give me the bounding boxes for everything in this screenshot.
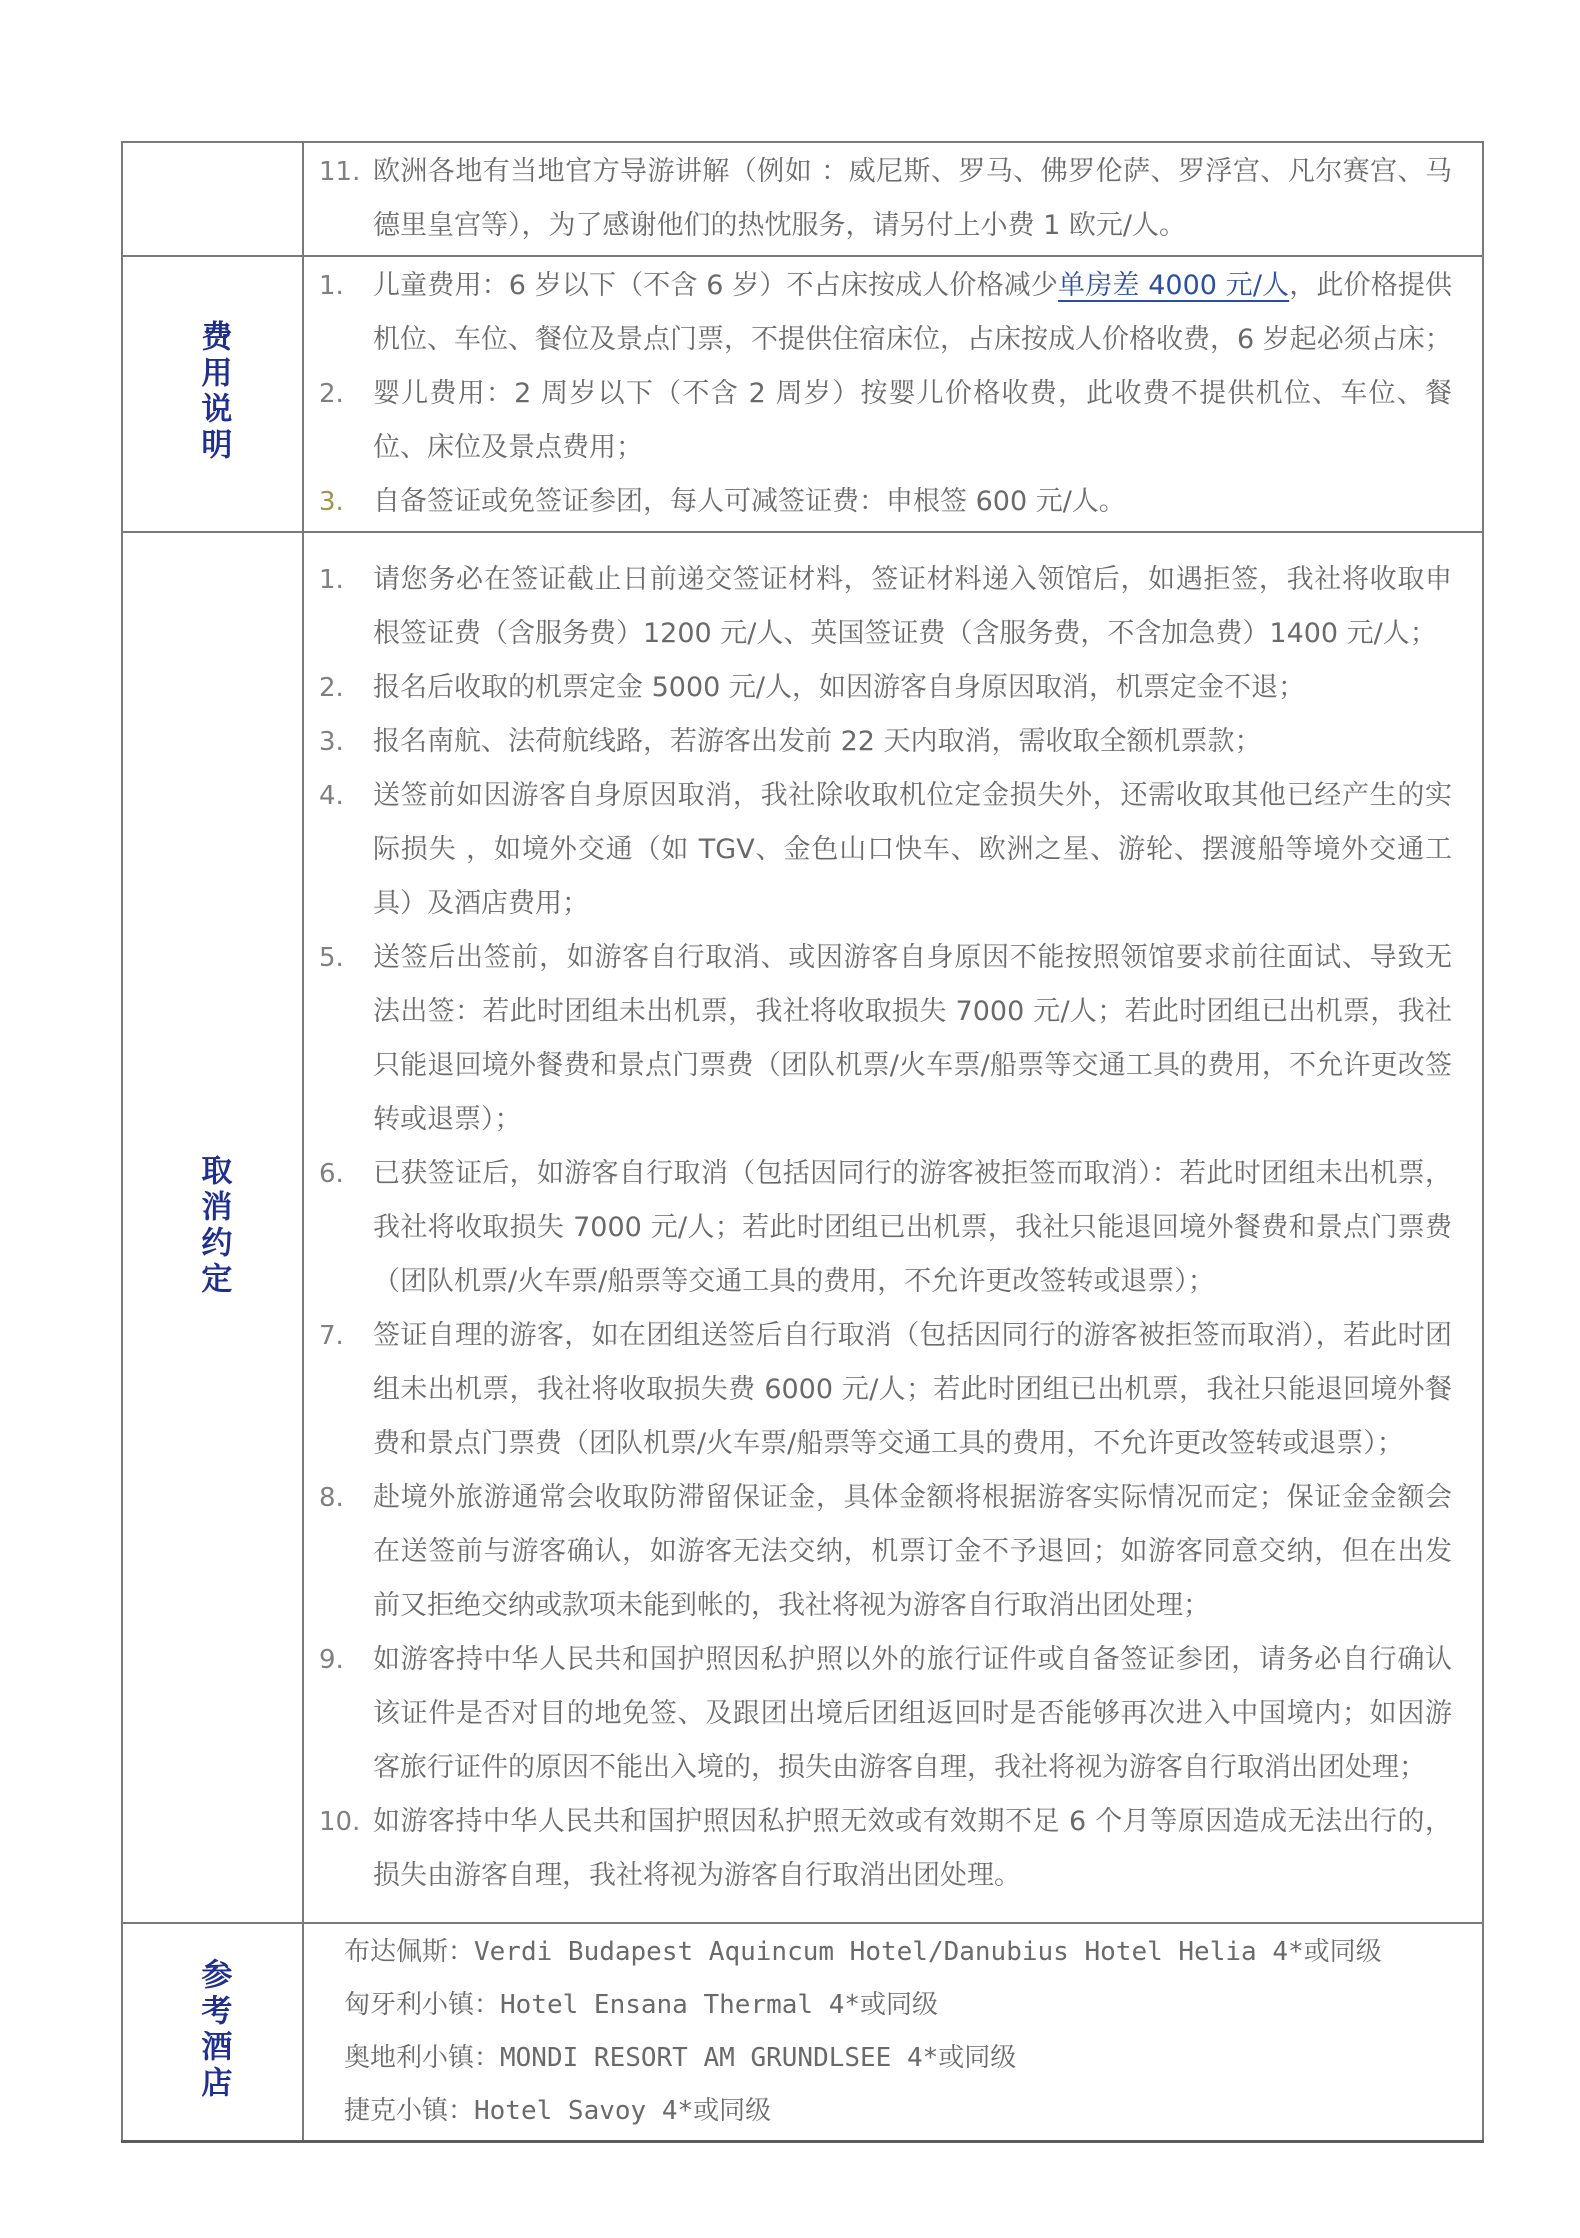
terms-table (121, 141, 1484, 2143)
section-title-hotels: 参考酒店 (195, 1958, 232, 2102)
list-item-number: 1. (319, 564, 344, 595)
list-item-text: 欧洲各地有当地官方导游讲解（例如 ：威尼斯、罗马、佛罗伦萨、罗浮宫、凡尔赛宫、马德里皇宫等），为了感谢他们的热忱服务，请另付上小费 1 欧元/人。 (373, 156, 1452, 241)
list-item (319, 715, 1452, 769)
list-item-number: 3. (319, 726, 344, 757)
list-item-text: 签证自理的游客，如在团组送签后自行取消（包括因同行的游客被拒签而取消），若此时团组未出机票，我社将收取损失费 6000 元/人；若此时团组已出机票，我社只能退回境外餐费和景点门票费（团队机票/火车票/船票等交通工具的费用，不允许更改签转或退票）； (373, 1319, 1452, 1459)
cancel-content-cell (303, 532, 1483, 1923)
list-item-text: 送签后出签前，如游客自行取消、或因游客自身原因不能按照领馆要求前往面试、导致无法出签：若此时团组未出机票，我社将收取损失 7000 元/人；若此时团组已出机票，我社只能退回境外餐费和景点门票费（团队机票/火车票/船票等交通工具的费用，不允许更改签转或退票）； (373, 941, 1452, 1135)
list-item-number: 2. (319, 379, 344, 409)
list-item (319, 769, 1452, 931)
list-item (319, 259, 1452, 367)
row11-content-cell (303, 142, 1483, 256)
list-item-text: 报名后收取的机票定金 5000 元/人，如因游客自身原因取消，机票定金不退； (373, 671, 1305, 703)
list-item (319, 475, 1452, 529)
list-item (319, 661, 1452, 715)
list-item (319, 1795, 1452, 1903)
list-item-text: 如游客持中华人民共和国护照因私护照以外的旅行证件或自备签证参团，请务必自行确认该证件是否对目的地免签、及跟团出境后团组返回时是否能够再次进入中国境内；如因游客旅行证件的原因不能出入境的，损失由游客自理，我社将视为游客自行取消出团处理； (373, 1643, 1452, 1783)
list-item (319, 1471, 1452, 1633)
list-item-number: 4. (319, 780, 344, 811)
list-item (319, 367, 1452, 475)
list-item-text (373, 259, 1452, 367)
list-item-number: 10. (319, 1806, 361, 1837)
hotel-line-budapest: 布达佩斯：Verdi Budapest Aquincum Hotel/Danubius Hotel Helia 4*或同级 (344, 1937, 1382, 1967)
section-title-fee: 费用说明 (195, 320, 232, 464)
fee-item1-highlight: 单房差 4000 元/人 (1058, 270, 1290, 301)
table-row (122, 142, 1483, 256)
table-row (122, 1923, 1483, 2142)
list-item-number: 8. (319, 1482, 344, 1513)
list-item-text: 婴儿费用：2 周岁以下（不含 2 周岁）按婴儿价格收费，此收费不提供机位、车位、餐位、床位及景点费用； (373, 378, 1452, 463)
list-item-number: 7. (319, 1320, 344, 1351)
list-item (319, 1147, 1452, 1309)
fee-content-cell (303, 256, 1483, 532)
section-title-cell-hotels (122, 1923, 303, 2142)
list-item (319, 1309, 1452, 1471)
list-item (319, 1633, 1452, 1795)
hotel-line-hungary-town: 匈牙利小镇：Hotel Ensana Thermal 4*或同级 (344, 1990, 939, 2020)
table-row (122, 532, 1483, 1923)
list-item-number: 2. (319, 672, 344, 703)
table-row (122, 256, 1483, 532)
fee-item1-post: ，此价格提供机位、车位、餐位及景点门票，不提供住宿床位，占床按成人价格收费，6 岁起必须占床； (373, 270, 1452, 355)
section-title-cell-fee (122, 256, 303, 532)
hotel-line-austria-town: 奥地利小镇：MONDI RESORT AM GRUNDLSEE 4*或同级 (344, 2043, 1017, 2073)
list-item-text: 送签前如因游客自身原因取消，我社除收取机位定金损失外，还需收取其他已经产生的实际损失 ，如境外交通（如 TGV、金色山口快车、欧洲之星、游轮、摆渡船等境外交通工具）及酒店费用； (373, 779, 1452, 919)
list-item-text: 赴境外旅游通常会收取防滞留保证金，具体金额将根据游客实际情况而定；保证金金额会在送签前与游客确认，如游客无法交纳，机票订金不予退回；如游客同意交纳，但在出发前又拒绝交纳或款项未能到帐的，我社将视为游客自行取消出团处理； (373, 1481, 1452, 1621)
section-title-cell-cancel (122, 532, 303, 1923)
list-item-number: 1. (319, 271, 344, 301)
list-item (319, 145, 1452, 253)
list-item-text: 请您务必在签证截止日前递交签证材料，签证材料递入领馆后，如遇拒签，我社将收取申根签证费（含服务费）1200 元/人、英国签证费（含服务费，不含加急费）1400 元/人； (373, 563, 1452, 649)
fee-item1-pre: 儿童费用：6 岁以下（不含 6 岁）不占床按成人价格减少 (373, 270, 1059, 301)
list-item (319, 553, 1452, 661)
list-item-text: 自备签证或免签证参团，每人可减签证费：申根签 600 元/人。 (373, 486, 1126, 517)
list-item-number-gold: 3. (319, 487, 344, 517)
list-item-number: 5. (319, 942, 344, 973)
section-title-cell-empty (122, 142, 303, 256)
list-item (319, 931, 1452, 1147)
list-item-text: 已获签证后，如游客自行取消（包括因同行的游客被拒签而取消）：若此时团组未出机票，我社将收取损失 7000 元/人；若此时团组已出机票，我社只能退回境外餐费和景点门票费（团队机票/火车票/船票等交通工具的费用，不允许更改签转或退票）； (373, 1157, 1452, 1297)
list-item-number: 6. (319, 1158, 344, 1189)
hotels-content-cell (303, 1923, 1483, 2142)
section-title-cancel: 取消约定 (195, 1153, 232, 1298)
list-item-text: 如游客持中华人民共和国护照因私护照无效或有效期不足 6 个月等原因造成无法出行的，损失由游客自理，我社将视为游客自行取消出团处理。 (373, 1805, 1452, 1891)
list-item-text: 报名南航、法荷航线路，若游客出发前 22 天内取消，需收取全额机票款； (373, 725, 1262, 757)
list-item-number: 11. (319, 157, 361, 187)
hotel-line-czech-town: 捷克小镇：Hotel Savoy 4*或同级 (344, 2096, 772, 2126)
list-item-number: 9. (319, 1644, 344, 1675)
